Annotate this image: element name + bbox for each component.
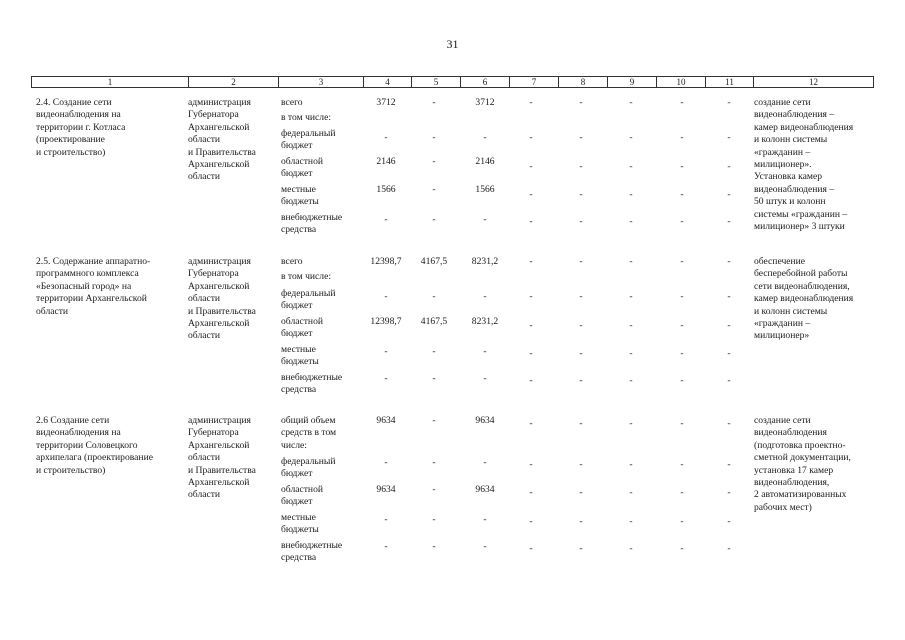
value-col-11: - [727,291,731,302]
value-col-8: - [579,132,583,143]
funding-source-label: всего [281,97,303,108]
value-col-9: - [629,418,633,429]
value-col-10: - [680,256,684,267]
value-col-8: - [579,418,583,429]
value-col-5: - [432,214,436,225]
value-col-11: - [727,418,731,429]
value-col-8: - [579,487,583,498]
value-col-11: - [727,216,731,227]
value-col-8: - [579,291,583,302]
value-col-6: - [483,373,487,384]
value-col-5: - [432,541,436,552]
funding-source-label: областной бюджет [281,484,324,508]
value-col-9: - [629,291,633,302]
value-col-6: - [483,346,487,357]
value-col-7: - [529,97,533,108]
value-col-4: - [384,291,388,302]
value-col-8: - [579,189,583,200]
value-col-4: - [384,346,388,357]
funding-source-label: внебюджетные средства [281,540,343,564]
value-col-9: - [629,487,633,498]
value-col-8: - [579,256,583,267]
column-header-4: 4 [363,77,411,87]
value-col-7: - [529,291,533,302]
value-col-5: 4167,5 [420,256,448,267]
column-header-12: 12 [753,77,873,87]
value-col-8: - [579,516,583,527]
value-col-10: - [680,516,684,527]
value-col-6: - [483,132,487,143]
value-col-6: - [483,514,487,525]
value-col-7: - [529,459,533,470]
value-col-10: - [680,375,684,386]
value-col-4: - [384,373,388,384]
page-number: 31 [446,37,459,51]
value-col-10: - [680,97,684,108]
value-col-5: - [432,97,436,108]
funding-source-label: местные бюджеты [281,344,319,368]
value-col-4: - [384,514,388,525]
expected-result: обеспечение бесперебойной работы сети видеонаблюдения, камер видеонаблюдения и колонн системы «гражданин – милиционер» [754,256,854,342]
value-col-10: - [680,543,684,554]
value-col-5: - [432,184,436,195]
value-col-9: - [629,543,633,554]
value-col-4: 12398,7 [370,316,402,327]
value-col-10: - [680,161,684,172]
value-col-9: - [629,189,633,200]
value-col-11: - [727,459,731,470]
column-header-11: 11 [705,77,753,87]
value-col-6: 1566 [475,184,495,195]
value-col-9: - [629,348,633,359]
value-col-11: - [727,132,731,143]
funding-source-label: федеральный бюджет [281,288,336,312]
column-header-10: 10 [656,77,705,87]
value-col-4: - [384,457,388,468]
value-col-4: - [384,214,388,225]
value-col-10: - [680,348,684,359]
value-col-9: - [629,516,633,527]
executor: администрация Губернатора Архангельской области и Правительства Архангельской области [188,256,256,342]
value-col-6: - [483,291,487,302]
value-col-7: - [529,543,533,554]
value-col-6: - [483,541,487,552]
value-col-8: - [579,97,583,108]
value-col-9: - [629,320,633,331]
funding-source-label: местные бюджеты [281,184,319,208]
value-col-7: - [529,161,533,172]
value-col-4: - [384,541,388,552]
value-col-4: 1566 [376,184,396,195]
value-col-11: - [727,487,731,498]
value-col-10: - [680,487,684,498]
value-col-8: - [579,161,583,172]
executor: администрация Губернатора Архангельской области и Правительства Архангельской области [188,97,256,183]
value-col-8: - [579,348,583,359]
value-col-6: 8231,2 [471,256,499,267]
expected-result: создание сети видеонаблюдения – камер видеонаблюдения и колонн системы «гражданин – милиционер». Установка камер видеонаблюдения – 50 штук и колонн системы «гражданин – милиционер» 3 штуки [754,97,854,233]
value-col-11: - [727,256,731,267]
value-col-6: - [483,214,487,225]
value-col-5: 4167,5 [420,316,448,327]
value-col-8: - [579,216,583,227]
funding-source-label: всего [281,256,303,267]
activity-name: 2.5. Содержание аппаратно- программного комплекса «Безопасный город» на территории Архангельской области [36,256,151,317]
value-col-10: - [680,132,684,143]
value-col-7: - [529,132,533,143]
value-col-5: - [432,415,436,426]
value-col-11: - [727,516,731,527]
value-col-4: 2146 [376,156,396,167]
value-col-5: - [432,291,436,302]
funding-source-label: федеральный бюджет [281,456,336,480]
column-header-7: 7 [509,77,558,87]
funding-source-label: в том числе: [281,112,332,123]
column-header-2: 2 [188,77,278,87]
value-col-9: - [629,375,633,386]
value-col-6: 9634 [475,415,495,426]
value-col-8: - [579,543,583,554]
value-col-6: 9634 [475,484,495,495]
value-col-4: - [384,132,388,143]
value-col-10: - [680,291,684,302]
value-col-5: - [432,457,436,468]
activity-name: 2.4. Создание сети видеонаблюдения на территории г. Котласа (проектирование и строительство) [36,97,126,158]
value-col-10: - [680,320,684,331]
value-col-6: 3712 [475,97,495,108]
value-col-10: - [680,189,684,200]
column-header-8: 8 [558,77,607,87]
value-col-7: - [529,375,533,386]
value-col-7: - [529,348,533,359]
value-col-9: - [629,216,633,227]
value-col-7: - [529,487,533,498]
value-col-11: - [727,375,731,386]
value-col-4: 9634 [376,415,396,426]
value-col-11: - [727,97,731,108]
value-col-4: 12398,7 [370,256,402,267]
funding-source-label: областной бюджет [281,316,324,340]
value-col-8: - [579,459,583,470]
value-col-9: - [629,132,633,143]
value-col-6: 2146 [475,156,495,167]
column-header-5: 5 [411,77,460,87]
value-col-9: - [629,97,633,108]
value-col-8: - [579,375,583,386]
funding-source-label: областной бюджет [281,156,324,180]
value-col-11: - [727,543,731,554]
value-col-5: - [432,156,436,167]
executor: администрация Губернатора Архангельской области и Правительства Архангельской области [188,415,256,501]
funding-source-label: внебюджетные средства [281,372,343,396]
value-col-5: - [432,132,436,143]
value-col-7: - [529,256,533,267]
funding-source-label: общий объем средств в том числе: [281,415,337,451]
value-col-11: - [727,348,731,359]
value-col-11: - [727,189,731,200]
value-col-11: - [727,161,731,172]
value-col-9: - [629,459,633,470]
table-header-row [31,76,874,88]
value-col-5: - [432,484,436,495]
value-col-7: - [529,418,533,429]
activity-name: 2.6 Создание сети видеонаблюдения на территории Соловецкого архипелага (проектирование и строительство) [36,415,153,476]
value-col-10: - [680,216,684,227]
value-col-10: - [680,459,684,470]
value-col-10: - [680,418,684,429]
column-header-1: 1 [107,77,113,87]
column-header-6: 6 [460,77,509,87]
value-col-11: - [727,320,731,331]
value-col-4: 9634 [376,484,396,495]
value-col-9: - [629,161,633,172]
funding-source-label: местные бюджеты [281,512,319,536]
funding-source-label: внебюджетные средства [281,212,343,236]
expected-result: создание сети видеонаблюдения (подготовка проектно- сметной документации, установка 17 камер видеонаблюдения, 2 автоматизированных рабочих мест) [754,415,851,513]
value-col-5: - [432,373,436,384]
funding-source-label: в том числе: [281,271,332,282]
value-col-8: - [579,320,583,331]
value-col-7: - [529,320,533,331]
column-header-3: 3 [278,77,363,87]
value-col-9: - [629,256,633,267]
value-col-7: - [529,516,533,527]
value-col-5: - [432,346,436,357]
value-col-5: - [432,514,436,525]
funding-source-label: федеральный бюджет [281,128,336,152]
value-col-7: - [529,216,533,227]
value-col-6: - [483,457,487,468]
value-col-7: - [529,189,533,200]
column-header-9: 9 [607,77,656,87]
value-col-4: 3712 [376,97,396,108]
value-col-6: 8231,2 [471,316,499,327]
